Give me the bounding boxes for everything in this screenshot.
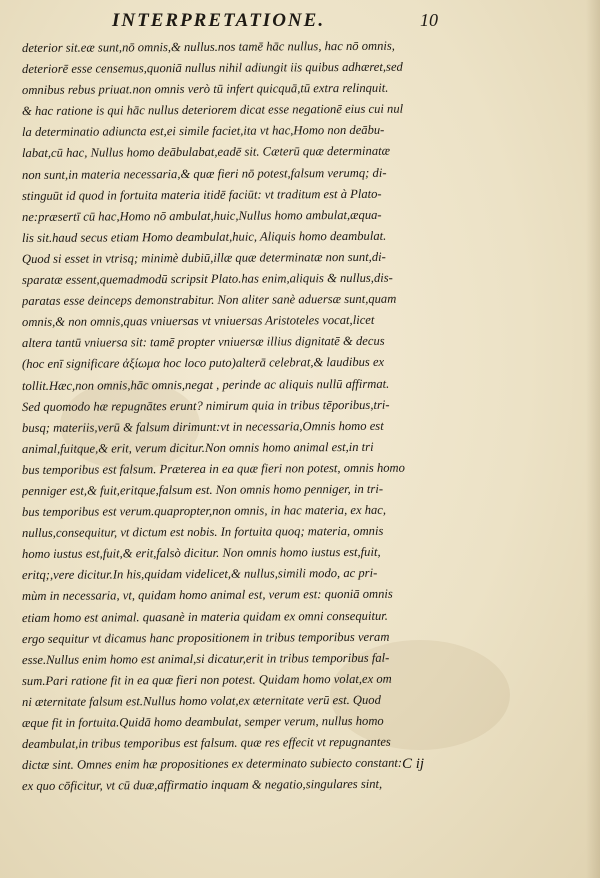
text-line: busq; materiis,verū & falsum dirimunt:vt in necessaria,Omnis homo est xyxy=(21,418,384,435)
text-line: mùm in necessaria, vt, quidam homo animal est, verum est: quoniā omnis xyxy=(21,587,393,604)
text-line: Sed quomodo hæ repugnātes erunt? nimirum quia in tribus tēporibus,tri- xyxy=(21,397,390,414)
text-line: deambulat,in tribus temporibus est falsum. quæ res effecit vt repugnantes xyxy=(21,734,391,752)
running-head xyxy=(0,6,600,38)
text-line: lis sit.haud secus etiam Homo deambulat,huic, Aliquis homo deambulat. xyxy=(21,228,387,245)
folio-number: 10 xyxy=(420,10,438,30)
text-line: ex quo cōficitur, vt cū duæ,affirmatio inquam & negatio,singulares sint, xyxy=(21,777,383,794)
text-line: homo iustus est,fuit,& erit,falsò dicitur. Non omnis homo iustus est,fuit, xyxy=(21,545,381,562)
text-line: Quod si esset in vtrisq; minimè dubiū,illæ quæ determinatæ non sunt,di- xyxy=(21,249,386,266)
text-line: altera tantū vniuersa sit: tamē propter vniuersæ illius dignitatē & decus xyxy=(21,334,385,351)
text-line: ni æternitate falsum est.Nullus homo volat,ex æternitate verū est. Quod xyxy=(21,692,381,709)
text-line: ne:præsertī cū hac,Homo nō ambulat,huic,Nullus homo ambulat,æqua- xyxy=(21,207,382,224)
page-edge-shadow xyxy=(586,0,600,878)
text-line: stinguūt id quod in fortuita materia itidē faciūt: vt traditum est à Plato- xyxy=(21,186,382,203)
text-line: non sunt,in materia necessaria,& quæ fieri nō potest,falsum verumq; di- xyxy=(21,165,387,182)
text-line: tollit.Hæc,non omnis,hāc omnis,negat , perinde ac aliquis nullū affirmat. xyxy=(21,376,390,393)
body-text xyxy=(22,38,472,797)
text-line: æque fit in fortuita.Quidā homo deambulat, semper verum, nullus homo xyxy=(21,713,384,730)
text-line: paratas esse deinceps demonstrabitur. Non aliter sanè aduersæ sunt,quam xyxy=(21,291,397,309)
text-line: etiam homo est animal. quasanè in materia quidam ex omni consequitur. xyxy=(21,608,388,625)
signature-mark: C ij xyxy=(402,756,425,772)
text-line: deterior sit.eæ sunt,nō omnis,& nullus.nos tamē hāc nullus, hac nō omnis, xyxy=(21,38,395,55)
text-line: penniger est,& fuit,eritque,falsum est. Non omnis homo penniger, in tri- xyxy=(21,481,384,498)
text-line: esse.Nullus enim homo est animal,si dicatur,erit in tribus temporibus fal- xyxy=(21,650,390,667)
text-line: bus temporibus est falsum. Præterea in ea quæ fieri non potest, omnis homo xyxy=(21,460,405,477)
text-line: omnis,& non omnis,quas vniuersas vt vniuersas Aristoteles vocat,licet xyxy=(21,313,375,330)
text-line: ergo sequitur vt dicamus hanc propositionem in tribus temporibus veram xyxy=(21,629,390,646)
text-line: sum.Pari ratione fit in ea quæ fieri non potest. Quidam homo volat,ex om xyxy=(21,671,392,688)
text-line: eritq;,vere dicitur.In his,quidam videlicet,& nullus,simili modo, ac pri- xyxy=(21,566,378,583)
text-line: bus temporibus est verum.quapropter,non omnis, in hac materia, ex hac, xyxy=(21,502,387,520)
text-line: sparatæ essent,quemadmodū scripsit Plato.has enim,aliquis & nullus,dis- xyxy=(21,270,393,288)
text-line: omnibus rebus priuat.non omnis verò tū infert quicquā,tū extra relinquit. xyxy=(21,80,389,98)
text-line: dictæ sint. Omnes enim hæ propositiones ex determinato subiecto constant: xyxy=(21,755,403,773)
text-line: labat,cū hac, Nullus homo deābulabat,eadē sit. Cæterū quæ determinatæ xyxy=(21,144,391,161)
text-line: (hoc enī significare ἀξίωμα hoc loco puto)alterā celebrat,& laudibus ex xyxy=(21,355,385,372)
text-line: animal,fuitque,& erit, verum dicitur.Non omnis homo animal est,in tri xyxy=(21,439,374,456)
text-line: deteriorē esse censemus,quoniā nullus nihil adiungit iis quibus adhæret,sed xyxy=(21,59,403,77)
text-line: nullus,consequitur, vt dictum est nobis. In fortuita quoq; materia, omnis xyxy=(21,523,384,541)
text-line: & hac ratione is qui hāc nullus deteriorem dicat esse negationē eius cui nul xyxy=(21,101,404,119)
text-line: la determinatio adiuncta est,ei simile faciet,ita vt hac,Homo non deābu- xyxy=(21,123,385,140)
running-title: INTERPRETATIONE. xyxy=(112,10,326,31)
